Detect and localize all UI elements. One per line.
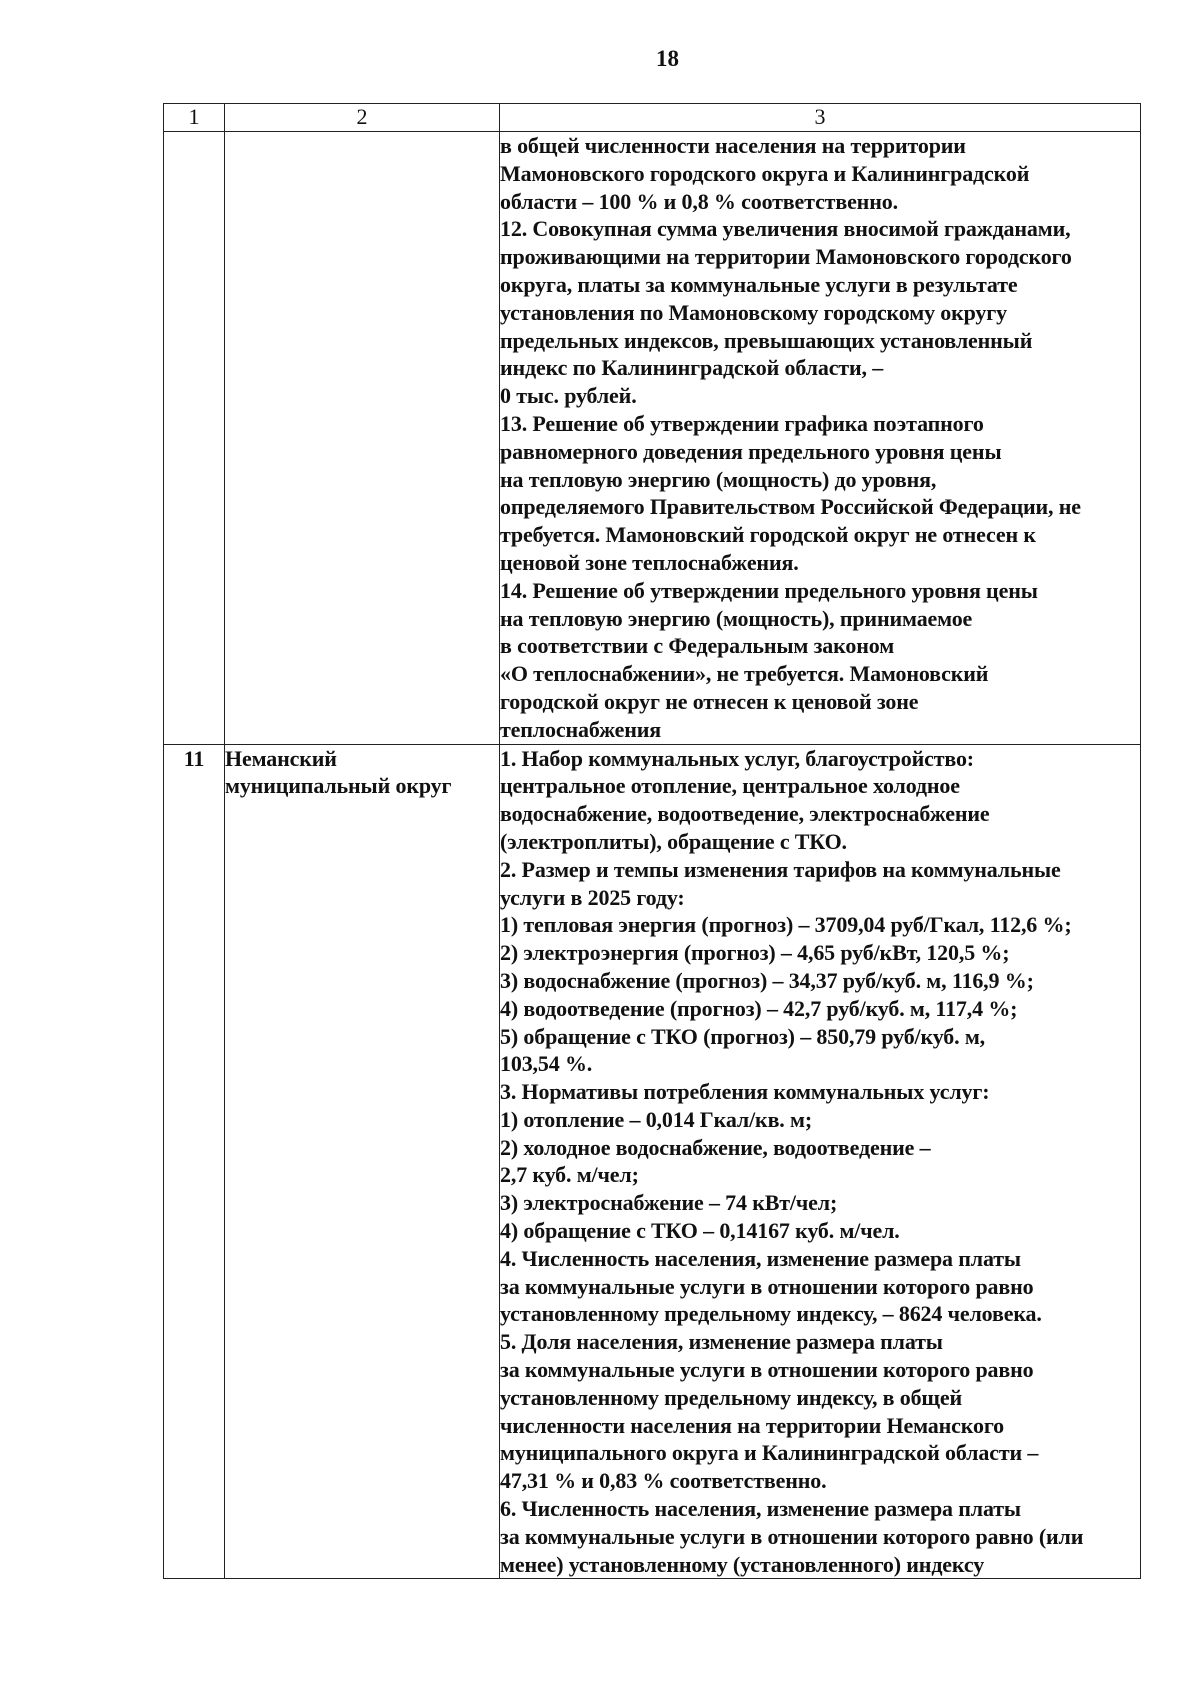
- description-line: 47,31 % и 0,83 % соответственно.: [500, 1468, 827, 1494]
- description-line: 2,7 куб. м/чел;: [500, 1162, 639, 1188]
- municipality-name-cell: [225, 744, 500, 1579]
- header-col-3: 3: [500, 104, 1141, 132]
- description-line: определяемого Правительством Российской Федерации, не: [500, 494, 1081, 520]
- description-line: 1. Набор коммунальных услуг, благоустройство:: [500, 745, 974, 771]
- description-line: проживающими на территории Мамоновского городского: [500, 244, 1072, 270]
- description-line: ценовой зоне теплоснабжения.: [500, 549, 799, 575]
- description-line: 3) водоснабжение (прогноз) – 34,37 руб/куб. м, 116,9 %;: [500, 967, 1034, 993]
- municipality-name-line: муниципальный округ: [225, 773, 452, 799]
- description-line: 4. Численность населения, изменение размера платы: [500, 1245, 1021, 1271]
- description-line: за коммунальные услуги в отношении которого равно: [500, 1357, 1034, 1383]
- description-line: 3) электроснабжение – 74 кВт/чел;: [500, 1190, 838, 1216]
- row-number-cell: [164, 744, 225, 1579]
- description-line: за коммунальные услуги в отношении которого равно (или: [500, 1523, 1084, 1549]
- table-row: [164, 744, 1141, 1579]
- description-line: за коммунальные услуги в отношении которого равно: [500, 1273, 1034, 1299]
- municipality-name-line: Неманский: [225, 745, 337, 771]
- municipality-name-cell: [225, 132, 500, 745]
- description-line: равномерного доведения предельного уровня цены: [500, 438, 1002, 464]
- description-line: менее) установленному (установленного) индексу: [500, 1551, 985, 1577]
- description-line: требуется. Мамоновский городской округ не отнесен к: [500, 522, 1036, 548]
- table-header-row: [164, 104, 1141, 132]
- description-line: (электроплиты), обращение с ТКО.: [500, 828, 847, 854]
- description-cell: [500, 744, 1141, 1579]
- description-line: 14. Решение об утверждении предельного уровня цены: [500, 577, 1038, 603]
- table-body: [164, 132, 1141, 1579]
- description-line: 103,54 %.: [500, 1051, 593, 1077]
- description-line: 1) тепловая энергия (прогноз) – 3709,04 руб/Гкал, 112,6 %;: [500, 912, 1072, 938]
- description-line: 6. Численность населения, изменение размера платы: [500, 1496, 1021, 1522]
- description-line: 13. Решение об утверждении графика поэтапного: [500, 410, 984, 436]
- page-number: 18: [656, 46, 679, 71]
- description-line: Мамоновского городского округа и Калининградской: [500, 160, 1030, 186]
- description-line: 2) электроэнергия (прогноз) – 4,65 руб/кВт, 120,5 %;: [500, 940, 1010, 966]
- description-line: 0 тыс. рублей.: [500, 383, 637, 409]
- description-line: индекс по Калининградской области, –: [500, 355, 884, 381]
- description-line: 12. Совокупная сумма увеличения вносимой гражданами,: [500, 216, 1071, 242]
- description-line: муниципального округа и Калининградской области –: [500, 1440, 1039, 1466]
- row-number-cell: [164, 132, 225, 745]
- row-number: 11: [183, 745, 205, 771]
- description-line: предельных индексов, превышающих установленный: [500, 327, 1033, 353]
- description-line: 1) отопление – 0,014 Гкал/кв. м;: [500, 1106, 813, 1132]
- description-line: 3. Нормативы потребления коммунальных услуг:: [500, 1079, 990, 1105]
- description-line: на тепловую энергию (мощность), принимаемое: [500, 605, 973, 631]
- description-cell: [500, 132, 1141, 745]
- header-col-2: 2: [225, 104, 500, 132]
- description-line: в соответствии с Федеральным законом: [500, 633, 895, 659]
- description-line: численности населения на территории Неманского: [500, 1412, 1004, 1438]
- description-line: в общей численности населения на территории: [500, 133, 966, 158]
- header-col-1: 1: [164, 104, 225, 132]
- description-line: городской округ не отнесен к ценовой зоне: [500, 688, 919, 714]
- description-line: установленному предельному индексу, в общей: [500, 1384, 962, 1410]
- description-line: 5) обращение с ТКО (прогноз) – 850,79 руб/куб. м,: [500, 1023, 986, 1049]
- description-line: «О теплоснабжении», не требуется. Мамоновский: [500, 661, 989, 687]
- description-line: установления по Мамоновскому городскому округу: [500, 299, 1007, 325]
- description-line: 4) водоотведение (прогноз) – 42,7 руб/куб. м, 117,4 %;: [500, 995, 1018, 1021]
- description-line: 2) холодное водоснабжение, водоотведение –: [500, 1134, 931, 1160]
- description-line: 5. Доля населения, изменение размера платы: [500, 1329, 943, 1355]
- description-line: центральное отопление, центральное холодное: [500, 773, 960, 799]
- description-line: 4) обращение с ТКО – 0,14167 куб. м/чел.: [500, 1218, 900, 1244]
- description-line: услуги в 2025 году:: [500, 884, 685, 910]
- description-line: водоснабжение, водоотведение, электроснабжение: [500, 801, 990, 827]
- row-number: [164, 132, 224, 160]
- tariff-table: [163, 103, 1141, 1579]
- description-line: теплоснабжения: [500, 716, 662, 742]
- description-line: области – 100 % и 0,8 % соответственно.: [500, 188, 898, 214]
- description-line: 2. Размер и темпы изменения тарифов на коммунальные: [500, 856, 1061, 882]
- description-line: на тепловую энергию (мощность) до уровня,: [500, 466, 937, 492]
- description-line: установленному предельному индексу, – 8624 человека.: [500, 1301, 1042, 1327]
- description-line: округа, платы за коммунальные услуги в результате: [500, 271, 1018, 297]
- table-row: [164, 132, 1141, 745]
